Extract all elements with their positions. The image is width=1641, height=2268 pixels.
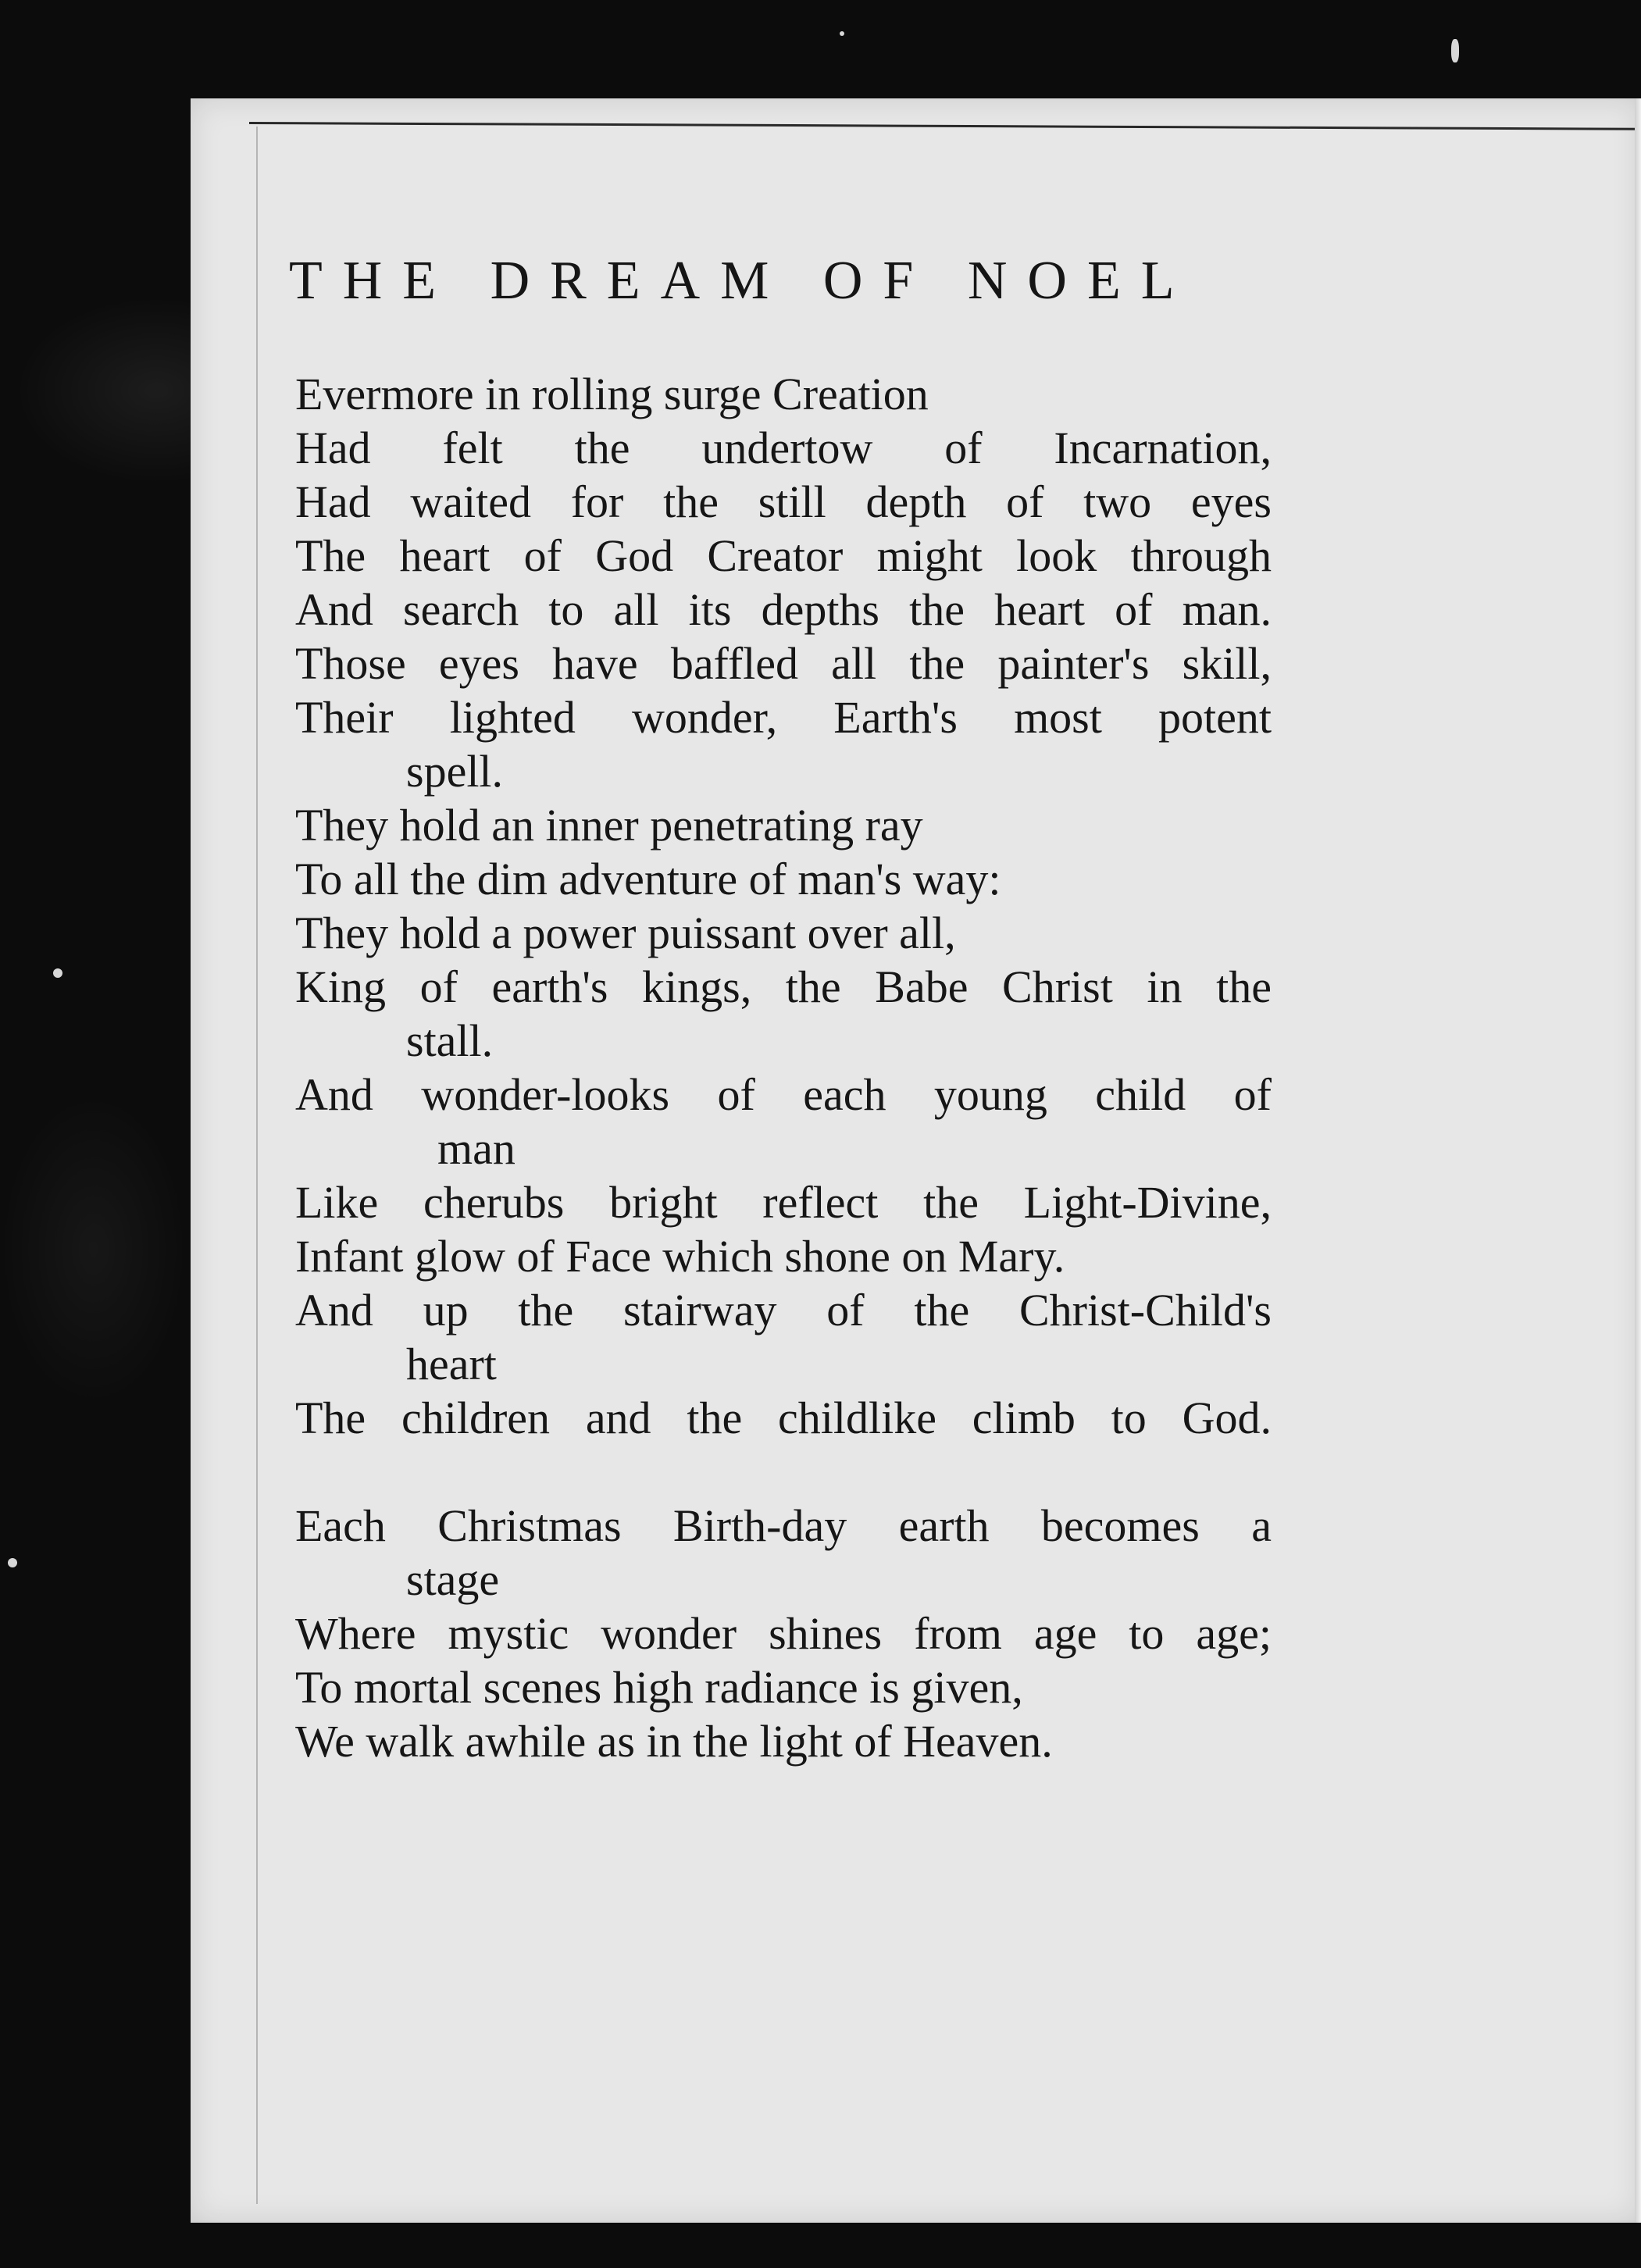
poem-line-continuation: stage xyxy=(406,1554,500,1605)
poem-line-continuation: heart xyxy=(406,1339,497,1389)
poem-line: Had felt the undertow of Incarnation, xyxy=(295,423,1272,473)
poem-stanza xyxy=(295,1499,1272,1768)
poem-line: The heart of God Creator might look through xyxy=(295,530,1272,581)
poem-line: They hold an inner penetrating ray xyxy=(295,800,923,850)
poem-title: THE DREAM OF NOEL xyxy=(289,251,1195,311)
scan-speck xyxy=(53,968,62,978)
poem-line: And search to all its depths the heart of man. xyxy=(295,584,1272,635)
poem-line: Evermore in rolling surge Creation xyxy=(295,369,929,419)
poem-line: King of earth's kings, the Babe Christ in the xyxy=(295,961,1272,1012)
poem-line-continuation: stall. xyxy=(406,1015,494,1066)
poem-body xyxy=(295,367,1272,1768)
poem-line: Their lighted wonder, Earth's most potent xyxy=(295,692,1272,743)
scan-speck xyxy=(1451,39,1459,62)
poem-line: And wonder-looks of each young child of xyxy=(295,1069,1272,1120)
poem-line: Each Christmas Birth-day earth becomes a xyxy=(295,1500,1272,1551)
poem-line-continuation: man xyxy=(437,1123,515,1174)
poem-line-continuation: spell. xyxy=(406,746,504,797)
poem-line: We walk awhile as in the light of Heaven. xyxy=(295,1716,1053,1767)
page-top-rule xyxy=(249,122,1641,130)
poem-line: Like cherubs bright reflect the Light-Divine, xyxy=(295,1177,1272,1228)
poem-stanza xyxy=(295,367,1272,1445)
poem-line: To all the dim adventure of man's way: xyxy=(295,854,1001,904)
poem-line: The children and the childlike climb to God. xyxy=(295,1393,1272,1443)
poem-line: Infant glow of Face which shone on Mary. xyxy=(295,1231,1065,1282)
poem-line: They hold a power puissant over all, xyxy=(295,908,956,958)
poem-line: Those eyes have baffled all the painter's skill, xyxy=(295,638,1272,689)
poem-line: Had waited for the still depth of two eyes xyxy=(295,476,1272,527)
page-left-rule xyxy=(256,127,258,2204)
poem-line: Where mystic wonder shines from age to age; xyxy=(295,1608,1272,1659)
scan-speck xyxy=(840,31,844,36)
poem-line: And up the stairway of the Christ-Child's xyxy=(295,1285,1272,1335)
scan-speck xyxy=(8,1558,17,1567)
page-right-edge xyxy=(1635,98,1641,2223)
poem-line: To mortal scenes high radiance is given, xyxy=(295,1662,1023,1713)
